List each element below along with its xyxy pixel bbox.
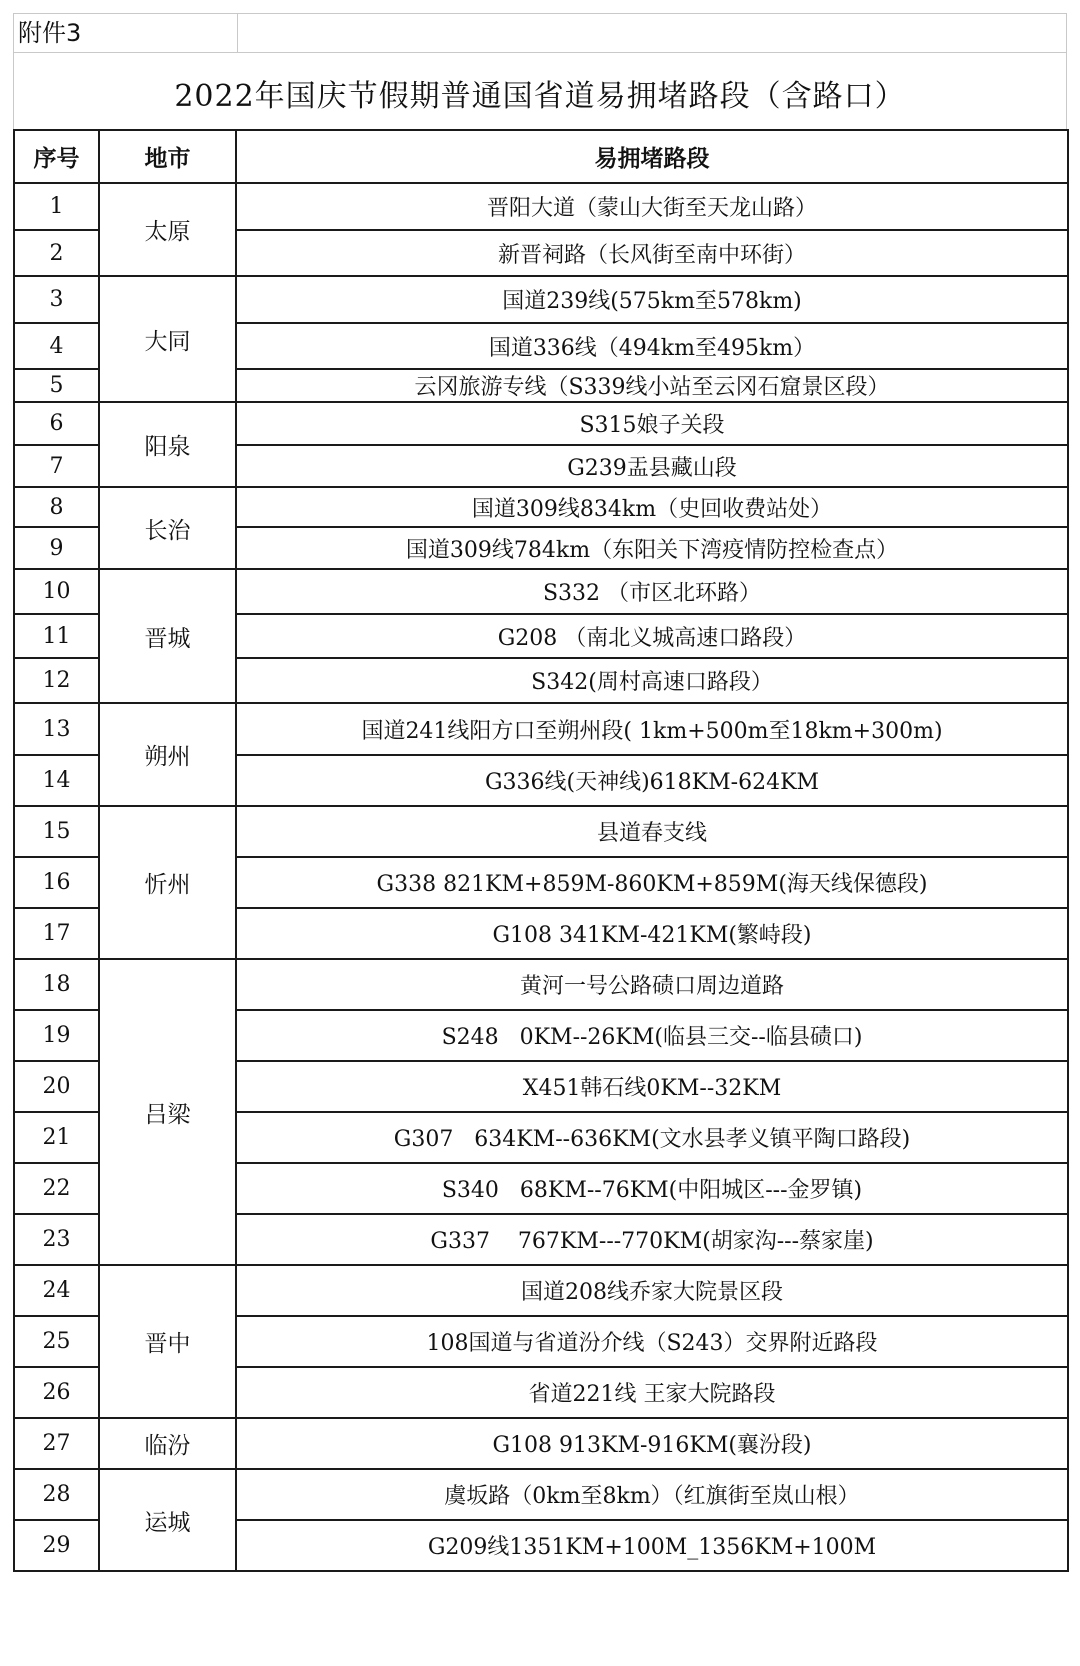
row-number: 4	[14, 323, 99, 369]
segment-cell: 国道241线阳方口至朔州段( 1km+500m至18km+300m)	[236, 703, 1068, 755]
row-number: 11	[14, 614, 99, 658]
row-number: 8	[14, 487, 99, 527]
row-number: 14	[14, 755, 99, 806]
page-title: 2022年国庆节假期普通国省道易拥堵路段（含路口）	[174, 79, 906, 114]
city-cell: 长治	[99, 487, 236, 569]
segment-cell: 国道336线（494km至495km）	[236, 323, 1068, 369]
city-cell: 太原	[99, 183, 236, 276]
segment-cell: S332 （市区北环路）	[236, 569, 1068, 614]
row-number: 12	[14, 658, 99, 703]
city-cell: 忻州	[99, 806, 236, 959]
segment-cell: G337 767KM---770KM(胡家沟---蔡家崖)	[236, 1214, 1068, 1265]
segment-cell: G338 821KM+859M-860KM+859M(海天线保德段)	[236, 857, 1068, 908]
segment-cell: S248 0KM--26KM(临县三交--临县碛口)	[236, 1010, 1068, 1061]
segment-cell: 国道309线834km（史回收费站处）	[236, 487, 1068, 527]
row-number: 27	[14, 1418, 99, 1469]
table-row	[14, 402, 1068, 445]
city-cell: 晋中	[99, 1265, 236, 1418]
row-number: 10	[14, 569, 99, 614]
header-no: 序号	[14, 130, 99, 183]
city-cell: 大同	[99, 276, 236, 402]
row-number: 26	[14, 1367, 99, 1418]
table-row	[14, 959, 1068, 1010]
header-city: 地市	[99, 130, 236, 183]
city-cell: 吕梁	[99, 959, 236, 1265]
row-number: 6	[14, 402, 99, 445]
segment-cell: S340 68KM--76KM(中阳城区---金罗镇)	[236, 1163, 1068, 1214]
table-row	[14, 487, 1068, 527]
segment-cell: G208 （南北义城高速口路段）	[236, 614, 1068, 658]
row-number: 5	[14, 369, 99, 402]
row-number: 2	[14, 230, 99, 276]
segment-cell: G307 634KM--636KM(文水县孝义镇平陶口路段)	[236, 1112, 1068, 1163]
table-row	[14, 1418, 1068, 1469]
segment-cell: 晋阳大道（蒙山大街至天龙山路）	[236, 183, 1068, 230]
segment-cell: S342(周村高速口路段）	[236, 658, 1068, 703]
row-number: 24	[14, 1265, 99, 1316]
segment-cell: G336线(天神线)618KM-624KM	[236, 755, 1068, 806]
segment-cell: 新晋祠路（长风街至南中环街）	[236, 230, 1068, 276]
row-number: 21	[14, 1112, 99, 1163]
attachment-label: 附件3	[14, 14, 238, 52]
segment-cell: G108 341KM-421KM(繁峙段)	[236, 908, 1068, 959]
city-cell: 阳泉	[99, 402, 236, 487]
row-number: 20	[14, 1061, 99, 1112]
city-cell: 朔州	[99, 703, 236, 806]
segment-cell: 国道208线乔家大院景区段	[236, 1265, 1068, 1316]
table-row	[14, 569, 1068, 614]
row-number: 3	[14, 276, 99, 323]
row-number: 25	[14, 1316, 99, 1367]
segment-cell: 108国道与省道汾介线（S243）交界附近路段	[236, 1316, 1068, 1367]
header-segment: 易拥堵路段	[236, 130, 1068, 183]
row-number: 28	[14, 1469, 99, 1520]
row-number: 17	[14, 908, 99, 959]
segment-cell: G209线1351KM+100M_1356KM+100M	[236, 1520, 1068, 1571]
table-row	[14, 183, 1068, 230]
table-row	[14, 1265, 1068, 1316]
row-number: 7	[14, 445, 99, 487]
segment-cell: 省道221线 王家大院路段	[236, 1367, 1068, 1418]
table-header-row	[14, 130, 1068, 183]
segment-cell: X451韩石线0KM--32KM	[236, 1061, 1068, 1112]
segment-cell: G239盂县藏山段	[236, 445, 1068, 487]
row-number: 19	[14, 1010, 99, 1061]
row-number: 9	[14, 527, 99, 569]
congestion-table	[13, 129, 1069, 1572]
table-row	[14, 806, 1068, 857]
segment-cell: 县道春支线	[236, 806, 1068, 857]
table-row	[14, 703, 1068, 755]
row-number: 18	[14, 959, 99, 1010]
table-row	[14, 1469, 1068, 1520]
row-number: 22	[14, 1163, 99, 1214]
row-number: 16	[14, 857, 99, 908]
title-area	[13, 53, 1067, 129]
attachment-row	[13, 13, 1067, 53]
segment-cell: 国道239线(575km至578km)	[236, 276, 1068, 323]
row-number: 1	[14, 183, 99, 230]
segment-cell: 云冈旅游专线（S339线小站至云冈石窟景区段）	[236, 369, 1068, 402]
segment-cell: G108 913KM-916KM(襄汾段)	[236, 1418, 1068, 1469]
city-cell: 临汾	[99, 1418, 236, 1469]
segment-cell: 国道309线784km（东阳关下湾疫情防控检查点）	[236, 527, 1068, 569]
table-body	[14, 183, 1068, 1571]
segment-cell: 虞坂路（0km至8km）（红旗街至岚山根）	[236, 1469, 1068, 1520]
row-number: 29	[14, 1520, 99, 1571]
row-number: 13	[14, 703, 99, 755]
city-cell: 晋城	[99, 569, 236, 703]
row-number: 23	[14, 1214, 99, 1265]
table-row	[14, 276, 1068, 323]
city-cell: 运城	[99, 1469, 236, 1571]
segment-cell: S315娘子关段	[236, 402, 1068, 445]
segment-cell: 黄河一号公路碛口周边道路	[236, 959, 1068, 1010]
row-number: 15	[14, 806, 99, 857]
